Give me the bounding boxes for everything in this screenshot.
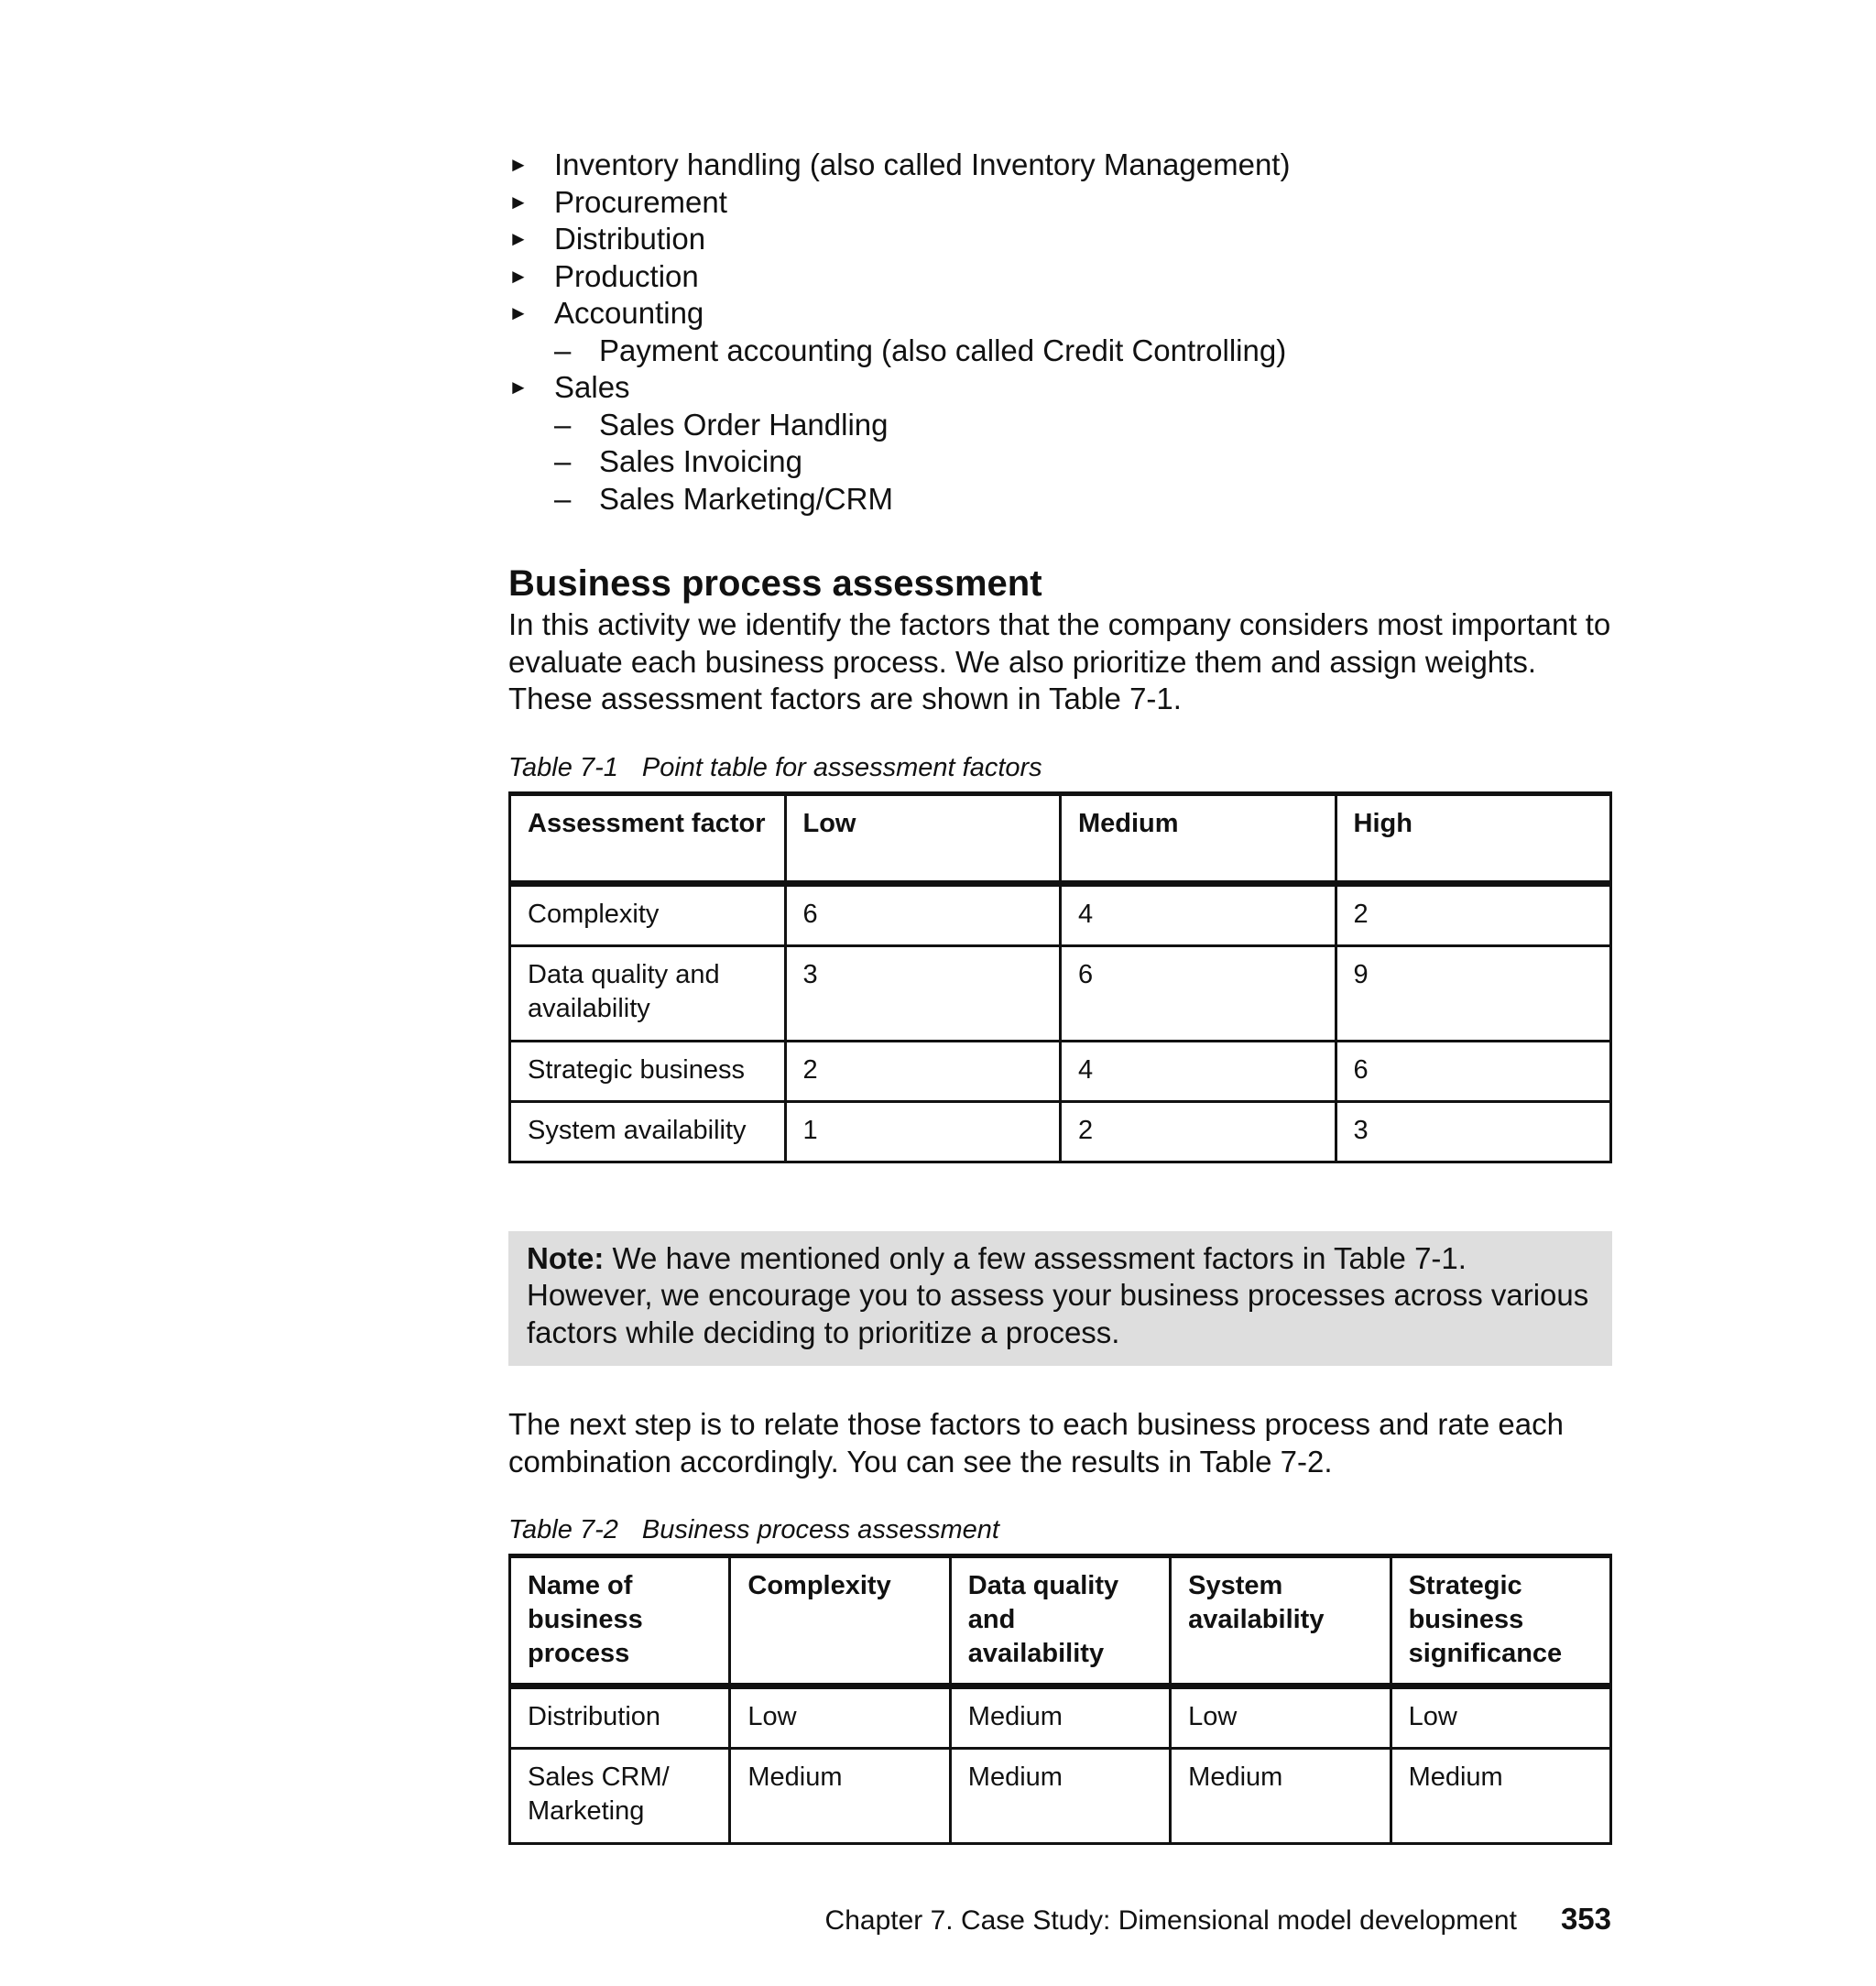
table-cell: 9 xyxy=(1336,945,1611,1041)
triangle-bullet-icon: ► xyxy=(508,190,529,213)
column-header: Data quality and availability xyxy=(950,1556,1170,1686)
column-header: Assessment factor xyxy=(510,793,786,883)
business-process-table xyxy=(508,1554,1612,1845)
table-cell: 2 xyxy=(1336,883,1611,945)
sub-list xyxy=(554,407,1612,518)
triangle-bullet-icon: ► xyxy=(508,153,529,176)
table-cell: 3 xyxy=(1336,1101,1611,1162)
note-label: Note: xyxy=(527,1240,605,1275)
process-list xyxy=(508,147,1612,518)
table-cell: Low xyxy=(1171,1686,1391,1749)
sub-list-item: – Sales Invoicing xyxy=(554,443,1612,481)
column-header: Name of business process xyxy=(510,1556,730,1686)
table-cell: Complexity xyxy=(510,883,786,945)
table-cell: 4 xyxy=(1061,1041,1336,1101)
table-cell: Data quality and availability xyxy=(510,945,786,1041)
table-cell: 4 xyxy=(1061,883,1336,945)
table-row xyxy=(510,1749,1611,1844)
column-header: High xyxy=(1336,793,1611,883)
sub-list-item: – Sales Marketing/CRM xyxy=(554,481,1612,518)
table-row xyxy=(510,1041,1611,1101)
list-item: ► Sales – Sales Order Handling – Sales Invoicing – Sales Marketing/CRM xyxy=(508,369,1612,518)
dash-bullet-icon: – xyxy=(554,333,572,367)
page-footer xyxy=(825,1901,1611,1939)
column-header: Low xyxy=(785,793,1061,883)
table-cell: Sales CRM/ Marketing xyxy=(510,1749,730,1844)
section-heading: Business process assessment xyxy=(508,563,1042,604)
page-number: 353 xyxy=(1560,1902,1611,1936)
table-row xyxy=(510,1686,1611,1749)
table-cell: Medium xyxy=(950,1686,1170,1749)
table-header-row xyxy=(510,793,1611,883)
table-cell: Distribution xyxy=(510,1686,730,1749)
list-item: ► Procurement xyxy=(508,184,1612,222)
table-row xyxy=(510,945,1611,1041)
table-caption xyxy=(508,751,1612,784)
sub-list xyxy=(554,333,1612,370)
table-cell: Medium xyxy=(730,1749,950,1844)
sub-list-item: – Sales Order Handling xyxy=(554,407,1612,444)
note-box xyxy=(508,1231,1612,1367)
dash-bullet-icon: – xyxy=(554,481,572,516)
table-cell: 6 xyxy=(785,883,1061,945)
triangle-bullet-icon: ► xyxy=(508,301,529,324)
note-text: We have mentioned only a few assessment factors in Table 7-1. However, we encourage you to assess your business processes across various factors while deciding to prioritize a process. xyxy=(527,1240,1589,1349)
column-header: Strategic business significance xyxy=(1391,1556,1610,1686)
dash-bullet-icon: – xyxy=(554,444,572,478)
list-item: ► Accounting – Payment accounting (also called Credit Controlling) xyxy=(508,295,1612,369)
sub-list-item: – Payment accounting (also called Credit Controlling) xyxy=(554,333,1612,370)
table-cell: 2 xyxy=(785,1041,1061,1101)
page-content xyxy=(508,147,1612,1845)
table-caption-number: Table 7-2 xyxy=(508,1515,618,1544)
list-item: ► Inventory handling (also called Inventory Management) xyxy=(508,147,1612,184)
table-cell: 3 xyxy=(785,945,1061,1041)
triangle-bullet-icon: ► xyxy=(508,227,529,250)
list-item: ► Production xyxy=(508,258,1612,296)
table-cell: 6 xyxy=(1336,1041,1611,1101)
table-cell: Strategic business xyxy=(510,1041,786,1101)
table-caption-number: Table 7-1 xyxy=(508,752,618,782)
table-caption xyxy=(508,1513,1612,1546)
chapter-title: Chapter 7. Case Study: Dimensional model development xyxy=(824,1905,1517,1936)
table-caption-title: Point table for assessment factors xyxy=(641,752,1042,782)
table-cell: System availability xyxy=(510,1101,786,1162)
triangle-bullet-icon: ► xyxy=(508,264,529,288)
table-cell: Medium xyxy=(1171,1749,1391,1844)
next-step-paragraph: The next step is to relate those factors to each business process and rate each combination accordingly. You can see the results in Table 7-2. xyxy=(508,1407,1564,1479)
table-cell: 6 xyxy=(1061,945,1336,1041)
triangle-bullet-icon: ► xyxy=(508,376,529,398)
column-header: System availability xyxy=(1171,1556,1391,1686)
assessment-factor-table xyxy=(508,791,1612,1163)
table-cell: 1 xyxy=(785,1101,1061,1162)
dash-bullet-icon: – xyxy=(554,407,572,442)
column-header: Medium xyxy=(1061,793,1336,883)
table-cell: Medium xyxy=(1391,1749,1610,1844)
table-row xyxy=(510,883,1611,945)
table-cell: Medium xyxy=(950,1749,1170,1844)
table-caption-title: Business process assessment xyxy=(641,1515,999,1544)
intro-paragraph: In this activity we identify the factors that the company considers most important to evaluate each business process. We also prioritize them and assign weights. These assessment factors are shown in Table 7-1. xyxy=(508,607,1611,715)
table-cell: Low xyxy=(730,1686,950,1749)
list-item: ► Distribution xyxy=(508,221,1612,258)
table-header-row xyxy=(510,1556,1611,1686)
table-row xyxy=(510,1101,1611,1162)
table-cell: 2 xyxy=(1061,1101,1336,1162)
table-cell: Low xyxy=(1391,1686,1610,1749)
column-header: Complexity xyxy=(730,1556,950,1686)
